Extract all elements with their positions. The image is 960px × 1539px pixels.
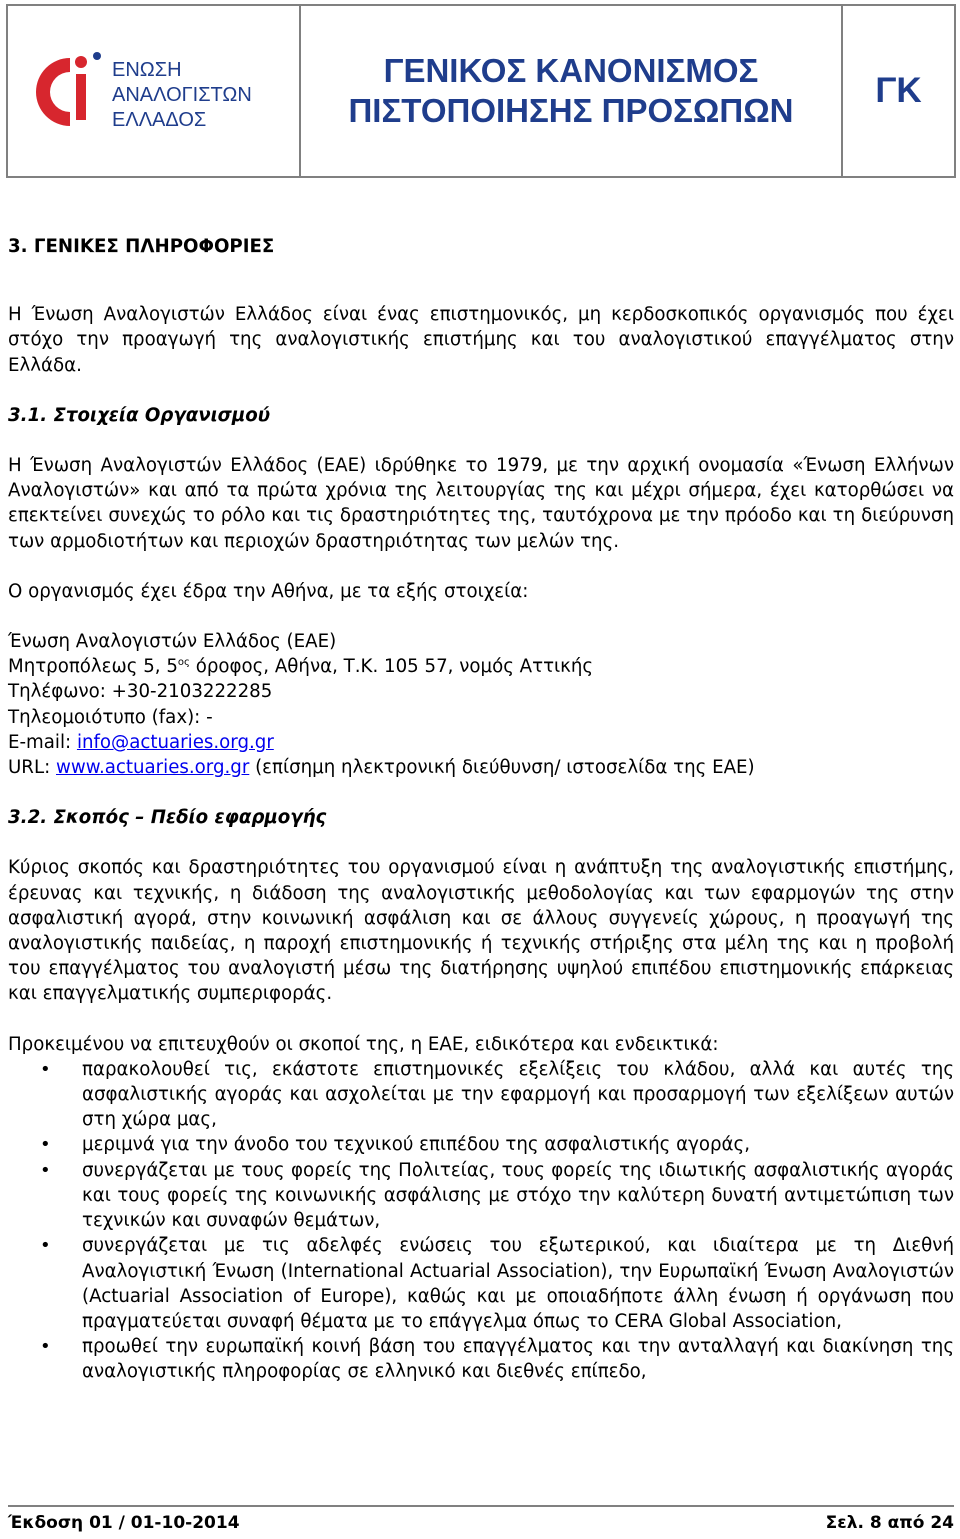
title-line-2: ΠΙΣΤΟΠΟΙΗΣΗΣ ΠΡΟΣΩΠΩΝ [348,92,794,129]
contact-fax: Τηλεομοιότυπο (fax): - [8,706,213,728]
title-line-1: ΓΕΝΙΚΟΣ ΚΑΝΟΝΙΣΜΟΣ [383,52,759,89]
logo-line-1: ΕΝΩΣΗ [111,59,182,81]
list-item: • παρακολουθεί τις, εκάστοτε επιστημονικές εξελίξεις του κλάδου, αλλά και αυτές της ασφαλιστικής αγοράς και ασχολείται με την εφαρμογή και προσαρμογή των εξελίξεων αυτών στη χώρα μας, [8,1057,954,1133]
edition-label: Έκδοση 01 / 01-10-2014 [8,1513,240,1533]
list-item: • μεριμνά για την άνοδο του τεχνικού επιπέδου της ασφαλιστικής αγοράς, [8,1132,954,1157]
section-3-heading: 3. ΓΕΝΙΚΕΣ ΠΛΗΡΟΦΟΡΙΕΣ [8,236,275,257]
logo-line-3: ΕΛΛΑΔΟΣ [111,109,206,131]
page-number: Σελ. 8 από 24 [825,1513,954,1533]
section-3-2-para-1: Κύριος σκοπός και δραστηριότητες του οργανισμού είναι η ανάπτυξη της αναλογιστικής επιστήμης, έρευνας και τεχνικής, η διάδοση της αναλογιστικής μεθοδολογίας και των εφαρμογών της στην ασφαλιστική αγορά, στην κοινωνική ασφάλιση και σε άλλους συγγενείς χώρους, η προαγωγή της αναλογιστικής παιδείας, η παροχή επιστημονικής ή τεχνικής στήριξης στα μέλη της και η προβολή του επαγγέλματος του αναλογιστή μέσω της διατήρησης υψηλού επιπέδου επιστημονικής επάρκειας και επαγγελματικής συμπεριφοράς. [8,857,954,1005]
email-link[interactable]: info@actuaries.org.gr [76,731,274,753]
logo-line-2: ΑΝΑΛΟΓΙΣΤΩΝ [111,84,252,106]
logo-cell [8,6,301,176]
list-item: • προωθεί την ευρωπαϊκή κοινή βάση του επαγγέλματος και την ανταλλαγή και διακίνηση της αναλογιστικής πληροφορίας σε ελληνικό και διεθνές επίπεδο, [8,1334,954,1384]
contact-address: Μητροπόλεως 5, $5^{o\varsigma}$ όροφος, Αθήνα, Τ.Κ. 105 57, νομός Αττικής [8,656,594,678]
contact-name: Ένωση Αναλογιστών Ελλάδος (ΕΑΕ) [8,631,337,653]
list-item: • συνεργάζεται με τους φορείς της Πολιτείας, τους φορείς της ιδιωτικής ασφαλιστικής αγοράς και τους φορείς της κοινωνικής ασφάλισης με στόχο την καλύτερη δυνατή αντιμετώπιση των τεχνικών και συναφών θεμάτων, [8,1158,954,1234]
document-footer [8,1505,954,1533]
section-3-1-para-2: Ο οργανισμός έχει έδρα την Αθήνα, με τα εξής στοιχεία: [8,580,529,602]
contact-block [8,629,954,780]
contact-phone: Τηλέφωνο: +30-2103222285 [8,681,273,703]
contact-email-row: E-mail: info@actuaries.org.gr [8,731,274,753]
document-header [6,4,956,178]
website-link[interactable]: www.actuaries.org.gr [56,757,250,779]
section-3-2-para-2: Προκειμένου να επιτευχθούν οι σκοποί της, η ΕΑΕ, ειδικότερα και ενδεικτικά: [8,1033,719,1055]
section-3-1-para-1: Η Ένωση Αναλογιστών Ελλάδος (ΕΑΕ) ιδρύθηκε το 1979, με την αρχική ονομασία «Ένωση Ελλήνων Αναλογιστών» και από τα πρώτα χρόνια της λειτουργίας της και μέχρι σήμερα, έχει κατορθώσει να επεκτείνει συνεχώς το ρόλο και τις δραστηριότητες της, ταυτόχρονα με την πρόοδο και τη διεύρυνση των αρμοδιοτήτων και περιοχών δραστηριότητας των μελών της. [8,455,954,552]
section-3-intro: Η Ένωση Αναλογιστών Ελλάδος είναι ένας επιστημονικός, μη κερδοσκοπικός οργανισμός που έχει στόχο την προαγωγή της αναλογιστικής επιστήμης και του αναλογιστικού επαγγέλματος στην Ελλάδα. [8,304,954,376]
document-code: ΓΚ [875,71,922,110]
document-body [8,234,954,1385]
activities-list [8,1057,954,1385]
document-title [301,6,843,176]
section-3-1-heading: 3.1. Στοιχεία Οργανισμού [8,404,271,426]
eae-logo [24,46,284,136]
list-item: • συνεργάζεται με τις αδελφές ενώσεις του εξωτερικού, και ιδιαίτερα με τη Διεθνή Αναλογιστική Ένωση (International Actuarial Association), την Ευρωπαϊκή Ένωση Αναλογιστών (Actuarial Association of Europe), καθώς και με οποιαδήποτε άλλη ένωση ή οργάνωση που πραγματεύεται συναφή θέματα με το επάγγελμα όπως το CERA Global Association, [8,1233,954,1334]
contact-url-row: URL: www.actuaries.org.gr (επίσημη ηλεκτρονική διεύθυνση/ ιστοσελίδα της ΕΑΕ) [8,757,755,779]
section-3-2-heading: 3.2. Σκοπός – Πεδίο εφαρμογής [8,807,327,829]
